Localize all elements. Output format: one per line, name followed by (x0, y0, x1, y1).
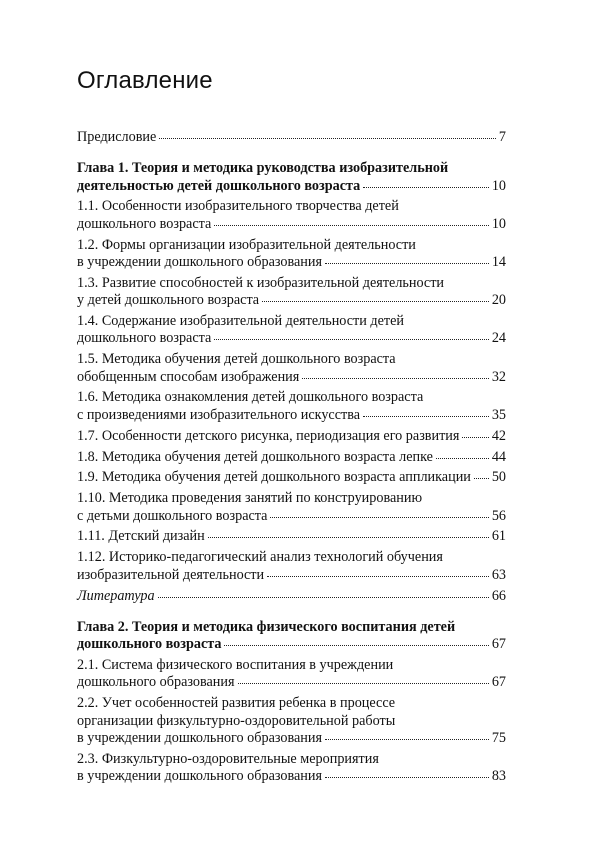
page-number: 32 (491, 368, 506, 385)
toc-entry-row (77, 567, 506, 584)
toc-entry-row (77, 428, 506, 445)
toc-entry-title-line: Глава 2. Теория и методика физического воспитания детей (77, 618, 456, 635)
page-title: Оглавление (77, 67, 213, 94)
page-number: 20 (491, 292, 506, 309)
toc-entry-title-line: с детьми дошкольного возраста (77, 507, 268, 524)
page-number: 63 (491, 566, 506, 583)
toc-entry-row (77, 636, 506, 653)
toc-entry-title-line: организации физкультурно-оздоровительной работы (77, 712, 396, 729)
dot-leader (363, 186, 489, 188)
dot-leader (159, 137, 496, 139)
toc-entry-row (77, 469, 506, 486)
toc-entry-title-line: в учреждении дошкольного образования (77, 768, 323, 784)
dot-leader (363, 415, 489, 417)
page-number: 44 (491, 448, 506, 465)
toc-entry-title-line: 1.6. Методика ознакомления детей дошкольного возраста (77, 389, 424, 406)
toc-entry-row (77, 768, 506, 785)
toc-entry-title-line: 2.2. Учет особенностей развития ребенка в процессе (77, 695, 396, 712)
toc-entry-title-line: 1.11. Детский дизайн (77, 528, 205, 545)
page-number: 24 (491, 330, 506, 347)
dot-leader (214, 224, 488, 226)
toc-entry-title-line: Предисловие (77, 129, 157, 145)
toc-entry-row (77, 129, 506, 146)
toc-entry-title-line: дошкольного возраста (77, 330, 212, 347)
dot-leader (325, 738, 489, 740)
toc-entry-title-line: 1.7. Особенности детского рисунка, периодизация его развития (77, 427, 460, 444)
toc-entry (77, 588, 506, 605)
toc-entry-row (77, 449, 506, 466)
dot-leader (214, 338, 488, 340)
toc-entry-title-line: 1.5. Методика обучения детей дошкольного возраста (77, 351, 396, 368)
toc-entry (77, 351, 506, 386)
toc-entry-row (77, 407, 506, 424)
toc-entry-title-line: дошкольного образования (77, 674, 235, 691)
page-number: 50 (491, 469, 506, 486)
toc-entry (77, 469, 506, 486)
dot-leader (462, 436, 488, 438)
page-number: 67 (491, 636, 506, 653)
toc-entry-row (77, 508, 506, 525)
dot-leader (208, 536, 489, 538)
page-number: 42 (491, 427, 506, 444)
toc-entry (77, 313, 506, 348)
toc-entry-title-line: 1.1. Особенности изобразительного творчества детей (77, 198, 399, 215)
dot-leader (224, 644, 488, 646)
page-number: 10 (491, 177, 506, 194)
toc-entry (77, 237, 506, 272)
toc-entry-title-line: Глава 1. Теория и методика руководства изобразительной (77, 160, 449, 177)
toc-entry-title-line: обобщенным способам изображения (77, 368, 300, 385)
toc-entry (77, 751, 506, 786)
toc-entry (77, 657, 506, 692)
toc-entry (77, 449, 506, 466)
dot-leader (238, 682, 489, 684)
toc-entry-row (77, 254, 506, 271)
toc-entry (77, 428, 506, 445)
toc-entry (77, 549, 506, 584)
toc-entry-title-line: 1.8. Методика обучения детей дошкольного возраста лепке (77, 448, 433, 465)
toc-entry (77, 389, 506, 424)
toc-entry-row (77, 178, 506, 195)
toc-entry-row (77, 216, 506, 233)
toc-chapter-entry (77, 619, 506, 654)
toc-entry-row (77, 330, 506, 347)
toc-entry-title-line: 2.3. Физкультурно-оздоровительные мероприятия (77, 750, 379, 767)
toc-entry-title-line: 1.12. Историко-педагогический анализ технологий обучения (77, 549, 443, 566)
toc-chapter-entry (77, 160, 506, 195)
toc-entry-title-line: дошкольного возраста (77, 215, 212, 232)
toc-entry-row (77, 588, 506, 605)
toc-entry (77, 198, 506, 233)
toc-entry-row (77, 292, 506, 309)
dot-leader (267, 575, 489, 577)
page-number: 14 (491, 253, 506, 270)
toc-entry-title-line: 2.1. Система физического воспитания в учреждении (77, 657, 394, 674)
toc-entry-row (77, 730, 506, 747)
page-number: 7 (498, 129, 506, 145)
toc-entry-title-line: изобразительной деятельности (77, 566, 265, 583)
dot-leader (325, 776, 489, 778)
page-number: 10 (491, 215, 506, 232)
dot-leader (270, 516, 488, 518)
page-number: 66 (491, 587, 506, 604)
page-number: 56 (491, 507, 506, 524)
toc-entry-row (77, 528, 506, 545)
toc-entry-title-line: у детей дошкольного возраста (77, 292, 260, 309)
page-number: 61 (491, 528, 506, 545)
toc-entry-title-line: в учреждении дошкольного образования (77, 253, 323, 270)
toc-entry (77, 275, 506, 310)
page-number: 67 (491, 674, 506, 691)
dot-leader (325, 262, 489, 264)
page-number: 35 (491, 406, 506, 423)
toc-entry-title-line: дошкольного возраста (77, 636, 222, 653)
toc-entry-title-line: 1.4. Содержание изобразительной деятельности детей (77, 313, 404, 330)
toc-entry-title-line: с произведениями изобразительного искусства (77, 406, 361, 423)
dot-leader (474, 477, 489, 479)
toc-entry-title-line: в учреждении дошкольного образования (77, 729, 323, 746)
toc-entry-title-line: 1.9. Методика обучения детей дошкольного возраста аппликации (77, 469, 471, 486)
table-of-contents (77, 129, 506, 785)
toc-entry (77, 528, 506, 545)
dot-leader (302, 377, 489, 379)
toc-entry (77, 695, 506, 747)
toc-entry-title-line: 1.2. Формы организации изобразительной деятельности (77, 236, 416, 253)
toc-entry (77, 129, 506, 146)
toc-entry-title-line: деятельностью детей дошкольного возраста (77, 177, 361, 194)
toc-entry-title-line: Литература (77, 587, 155, 604)
toc-entry-row (77, 674, 506, 691)
dot-leader (262, 300, 489, 302)
page-number: 75 (491, 729, 506, 746)
toc-entry-title-line: 1.3. Развитие способностей к изобразительной деятельности (77, 274, 445, 291)
dot-leader (436, 457, 489, 459)
toc-entry (77, 490, 506, 525)
toc-entry-row (77, 369, 506, 386)
dot-leader (158, 596, 489, 598)
toc-entry-title-line: 1.10. Методика проведения занятий по конструированию (77, 490, 423, 507)
page-number: 83 (491, 768, 506, 784)
